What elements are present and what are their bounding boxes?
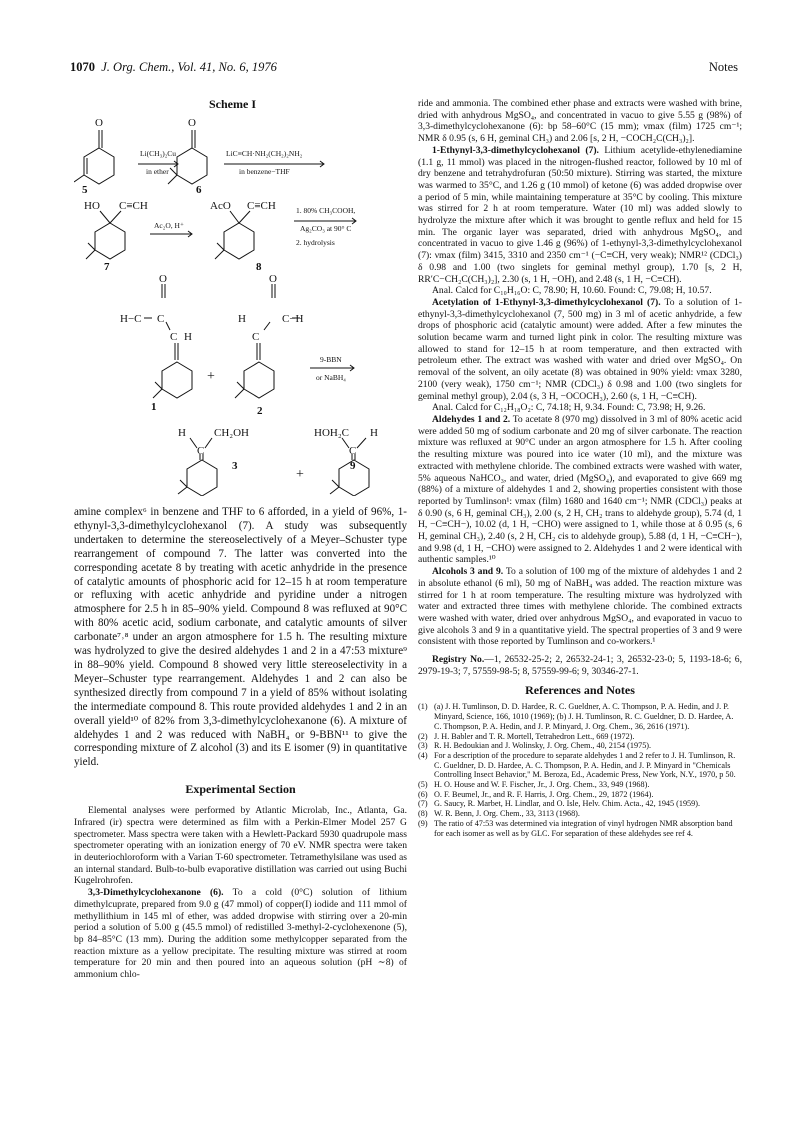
reference-item	[418, 741, 742, 751]
right-paragraph-6	[418, 414, 742, 566]
reference-list	[418, 702, 742, 838]
structure-7	[86, 211, 125, 259]
atom-c-2b: C	[252, 331, 260, 343]
structure-5	[74, 130, 114, 184]
reference-item	[418, 799, 742, 809]
atom-ho-7: HO	[84, 200, 100, 212]
journal-citation: J. Org. Chem., Vol. 41, No. 6, 1976	[101, 60, 277, 74]
reagent-4a: 1. 80% CH₃COOH,	[296, 206, 356, 215]
right-paragraph-4	[418, 297, 742, 402]
plus-2: +	[296, 467, 304, 482]
reagent-5-bottom: or NaBH₄	[316, 373, 346, 382]
atom-h-3: H	[178, 427, 186, 439]
reference-text: (a) J. H. Tumlinson, D. D. Hardee, R. C. Gueldner, A. C. Thompson, P. A. Hedin, and J. P. Minyard, Science, 166, 1010 (1969); (b) J. H. Tumlinson, R. C. Gueldner, D. D. Hardee, A. C. Thompson, P. A. Hedin, and J. P. Minyard, J. Org. Chem., 36, 2616 (1971).	[434, 702, 734, 731]
label-6: 6	[196, 184, 202, 196]
reference-number: (2)	[418, 731, 428, 741]
atom-h-2: H	[238, 313, 246, 325]
reference-number: (7)	[418, 799, 428, 809]
atom-c-3: C	[197, 445, 205, 457]
left-paragraph-1: amine complex⁶ in benzene and THF to 6 afforded, in a yield of 96%, 1-ethynyl-3,3-dimethylcyclohexanol (7). A study was subsequently undertaken to determine the stereoselectively of a Meyer–Schuster type rearrangement of compound 7. The latter was converted into the corresponding acetate 8 by treating with acetic anhydride in the presence of catalytic amounts of phosphoric acid for 12–15 h at room temperature or refluxing with acetic anhydride and pyridine under a nitrogen atmosphere for 2.5 h in 85–90% yield. Compound 8 was refluxed at 90°C with 80% acetic acid, sodium carbonate, and catalytic amounts of silver carbonate⁷˒⁸ under an argon atmosphere for 1.5 h. The resulting mixture was hydrolyzed to give the desired aldehydes 1 and 2 in a 47:53 mixture⁹ in 88–90% yield. Compound 8 showed very little stereoselectivity in a Meyer–Schuster type rearrangement. Aldehydes 1 and 2 can also be synthesized directly from compound 7 in a yield of 85% without isolating the intermediate compound 8. This route provided aldehydes 1 and 2 in an overall yield¹⁰ of 82% from 3,3-dimethylcyclohexanone (6). A mixture of aldehydes 1 and 2 was reduced with NaBH₄ or 9-BBN¹¹ to give the corresponding mixture of Z alcohol (3) and its E isomer (9) in quantitative yield.	[74, 506, 407, 769]
atom-c-1a: C	[157, 313, 165, 325]
right-paragraph-2	[418, 145, 742, 285]
section-name: Notes	[708, 60, 738, 74]
atom-cch-8: C≡CH	[247, 200, 276, 212]
atom-c-9: C	[349, 445, 357, 457]
aldehydes-heading: Aldehydes 1 and 2.	[432, 413, 511, 425]
reference-text: The ratio of 47:53 was determined via integration of vinyl hydrogen NMR absorption band for each isomer as well as by GLC. For separation of these aldehydes see ref 4.	[434, 818, 733, 838]
registry-text: —1, 26532-25-2; 2, 26532-24-1; 3, 26532-23-0; 5, 1193-18-6; 6, 2979-19-3; 7, 57559-98-5; 8, 57559-99-6; 9, 30346-27-1.	[418, 654, 743, 677]
experimental-paragraph-1: Elemental analyses were performed by Atlantic Microlab, Inc., Atlanta, Ga. Infrared (ir) spectra were determined as film with a Perkin-Elmer Model 257 G spectrometer. Mass spectra were taken with a Hewlett-Packard 5930 quadrupole mass spectrometer operating with an ionization energy of 70 eV. NMR spectra were taken in deuteriochloroform with a Varian T-60 spectrometer. Tetramethylsilane was used as an internal standard. Bulb-to-bulb evaporative distillation was carried out using Buchi Kugelrohrofen.	[74, 805, 407, 887]
reference-item	[418, 819, 742, 838]
alcohols-text: To a solution of 100 mg of the mixture of aldehydes 1 and 2 in absolute ethanol (6 ml), 50 mg of NaBH₄ was added. The reaction mixture was stirred for 1 h at room temperature. The resulting mixture was hydrolyzed with water and extracted three times with methylene chloride. The combined extracts were washed with water, dried over anhydrous MgSO₄, and evaporated in vacuo to give alcohols 3 and 9 in a quantitative yield. The spectral properties of 3 and 9 were consistent with those reported by Tumlinson and co-workers.¹	[418, 566, 743, 648]
right-column	[418, 98, 742, 838]
reference-number: (9)	[418, 818, 428, 828]
reference-item	[418, 751, 742, 780]
label-5: 5	[82, 184, 88, 196]
experimental-section-title: Experimental Section	[185, 782, 296, 797]
reference-number: (8)	[418, 809, 428, 819]
reference-text: R. H. Bedoukian and J. Wolinsky, J. Org. Chem., 40, 2154 (1975).	[434, 741, 652, 751]
analysis-7: Anal. Calcd for C₁₀H₁₆O: C, 78.90; H, 10.60. Found: C, 79.08; H, 10.57.	[432, 285, 712, 297]
reference-text: W. R. Benn, J. Org. Chem., 33, 3113 (1968).	[434, 809, 580, 819]
reference-text: For a description of the procedure to separate aldehydes 1 and 2 refer to J. H. Tumlinson, R. C. Gueldner, D. D. Hardee, A. C. Thompson, P. A. Hedin, and J. P. Minyard in "Chemicals Controlling Insect Behavior," M. Beroza, Ed., Academic Press, New York, N.Y., 1970, p 50.	[434, 750, 736, 780]
reagent-4b: Ag₂CO₃ at 90° C	[300, 224, 352, 233]
references-title: References and Notes	[525, 683, 635, 698]
atom-c-1b: C	[170, 331, 178, 343]
reference-number: (4)	[418, 750, 428, 760]
atom-o-1: O	[159, 273, 167, 285]
reagent-2-top: LiC≡CH·NH₂(CH₂)₂NH₂	[226, 149, 303, 158]
atom-hoh2c-9: HOH₂C	[314, 427, 350, 439]
label-7: 7	[104, 261, 110, 273]
reference-item	[418, 780, 742, 790]
scheme-label-row	[74, 460, 407, 506]
reagent-1-bottom: in ether	[146, 167, 169, 176]
right-paragraph-1: ride and ammonia. The combined ether phase and extracts were washed with brine, dried with anhydrous MgSO₄, and concentrated in vacuo to give 5.55 g (98%) of 3,3-dimethylcyclohexanone (6): bp 58–60°C (15 mm); νmax (film) 1725 cm⁻¹; NMR δ 0.95 (s, 6 H, geminal CH₃) and 2.06 [s, 2 H, −COCH₂C(CH₃)₂].	[418, 98, 742, 145]
compound-6-heading: 3,3-Dimethylcyclohexanone (6).	[88, 887, 224, 899]
reference-number: (6)	[418, 789, 428, 799]
header-left	[70, 60, 277, 75]
registry-heading: Registry No.	[432, 654, 485, 666]
atom-h-9: H	[370, 427, 378, 439]
aldehydes-text: To acetate 8 (970 mg) dissolved in 3 ml of 80% acetic acid were added 50 mg of sodium carbonate and 20 mg of silver carbonate. The reaction mixture was refluxed at 90°C under an argon atmosphere for 1.5 h. After cooling the resulting mixture was poured into ice water (10 ml), and the mixture was extracted with methylene chloride. The combined extracts were washed with water, 5% aqueous NaHCO₃, and water, dried (MgSO₄), and evaporated to give 669 mg (88%) of a mixture of aldehydes 1 and 2, showing properties consistent with those reported by Tumlinson¹: νmax (film) 1680 and 1640 cm⁻¹; NMR (CDCl₃) peaks at δ 0.90 (s, 6 H, geminal CH₃), 2.00 (s, 2 H, CH₂ trans to aldehyde group), 5.74 (d, 1 H, −C≡CH−), 10.02 (d, 1 H, −CHO) were assigned to 1, while those at δ 0.95 (s, 6 H, geminal CH₃), 2.40 (s, 2 H, CH₂ cis to aldehyde group), 5.88 (d, 1 H, −C≡CH−), and 9.98 (d, 1 H, −CHO) were assigned to 2. Aldehydes 1 and 2 were identical with authentic samples.¹⁰	[418, 413, 742, 566]
atom-h-1: H	[184, 331, 192, 343]
reference-text: G. Saucy, R. Marbet, H. Lindlar, and O. Isle, Helv. Chim. Acta., 42, 1945 (1959).	[434, 799, 701, 809]
atom-ch-2: C−H	[282, 313, 304, 325]
reagent-4c: 2. hydrolysis	[296, 238, 335, 247]
atom-hc-1: H−C	[120, 313, 142, 325]
structure-8	[215, 211, 254, 259]
reference-item	[418, 702, 742, 731]
scheme-figure	[74, 98, 407, 496]
reference-item	[418, 732, 742, 742]
label-8: 8	[256, 261, 262, 273]
compound-6-text: To a cold (0°C) solution of lithium dimethylcuprate, prepared from 9.0 g (47 mmol) of copper(I) iodide and 111 mmol of methyllithium in 145 ml of ether, was added dropwise with stirring over a 20-min period a solution of 5.00 g (45.5 mmol) of redistilled 3-methyl-2-cyclohexenone (5), bp 84–85°C (13 mm). During the addition some methylcopper separated from the reaction mixture as a yellow precipitate. The resulting mixture was stirred at room temperature for 20 min and then poured into an aqueous solution (pH ∼8) of ammonium chlo-	[74, 887, 407, 981]
label-9-text: 9	[350, 460, 356, 472]
reference-text: H. O. House and W. F. Fischer, Jr., J. Org. Chem., 33, 949 (1968).	[434, 780, 650, 790]
alcohols-heading: Alcohols 3 and 9.	[432, 566, 504, 578]
atom-o-2: O	[269, 273, 277, 285]
atom-o-6: O	[188, 117, 196, 129]
reagent-3: Ac₂O, H⁺	[154, 221, 184, 230]
experimental-paragraph-2	[74, 887, 407, 981]
reference-text: O. F. Beumel, Jr., and R. F. Harris, J. Org. Chem., 29, 1872 (1964).	[434, 789, 654, 799]
reference-text: J. H. Babler and T. R. Mortell, Tetrahedron Lett., 669 (1972).	[434, 731, 635, 741]
left-column	[74, 98, 407, 981]
page-number: 1070	[70, 60, 95, 74]
registry-numbers	[418, 654, 742, 677]
structure-2	[235, 284, 300, 398]
label-3-text: 3	[232, 460, 238, 472]
scheme-title: Scheme I	[209, 98, 256, 111]
reagent-1-top: Li(CH₃)₂Cu	[140, 149, 177, 158]
reference-number: (3)	[418, 741, 428, 751]
analysis-8: Anal. Calcd for C₁₂H₁₈O₂: C, 74.18; H, 9.34. Found: C, 73.98; H, 9.26.	[432, 402, 706, 414]
page-header	[70, 60, 738, 76]
scheme-svg	[74, 98, 407, 496]
compound-7-heading: 1-Ethynyl-3,3-dimethylcyclohexanol (7).	[432, 144, 599, 156]
compound-7-text: Lithium acetylide-ethylenediamine (1.1 g, 11 mmol) was placed in the nitrogen-flushed reactor, followed by 10 ml of dry benzene and tetrahydrofuran (50:50 mixture). Stirring was started, the mixture was warmed to 35°C, and 1.26 g (10 mmol) of ketone (6) was added dropwise over a period of 5 min, while maintaining temperature at 35°C by cooling. This mixture was stirred for 2 h at room temperature. Water (10 ml) was added slowly to hydrolyze the mixture after which it was brought to gentle reflux and held for 15 min. The organic layer was separated, dried with anhydrous MgSO₄, and concentrated in vacuo to give 1.46 g (96%) of 1-ethynyl-3,3-dimethylcyclohexanol (7): νmax (film) 3415, 3310 and 2350 cm⁻¹ (−C≡CH, very weak); NMR¹² (CDCl₃) δ 0.98 and 1.00 (two singlets for geminal methyl group), 1.70 [s, 2 H, RR′C−CH₂C(CH₃)₂], 2.30 (s, 1 H, −OH), and 2.48 (s, 1 H, −C≡CH).	[418, 144, 742, 285]
reagent-2-bottom: in benzene−THF	[239, 167, 290, 176]
reference-item	[418, 790, 742, 800]
label-1: 1	[151, 401, 157, 413]
reference-item	[418, 809, 742, 819]
reference-number: (1)	[418, 702, 428, 712]
atom-ch2oh-3: CH₂OH	[214, 427, 250, 439]
reagent-5-top: 9-BBN	[320, 355, 342, 364]
atom-aco-8: AcO	[210, 200, 231, 212]
atom-o-5: O	[95, 117, 103, 129]
acetylation-text: To a solution of 1-ethynyl-3,3-dimethylcyclohexanol (7, 500 mg) in 3 ml of acetic anhydride, a few drops of phosphoric acid (catalytic amount) were added. After a few minutes the solution became warm and turned light pink in color. The resulting mixture was allowed to stand for 12–15 h at room temperature, and then extracted with petroleum ether. The extract was washed with water and dried over MgSO₄. On removal of the solvent, an oily acetate (8) was obtained in 90% yield: νmax 3280, 2100 (very weak), 1750 cm⁻¹; NMR (CDCl₃) δ 0.98 and 1.00 (two singlets for geminal methyl group), 2.04 (s, 3 H, −OCOCH₃), 2.60 (s, 1 H, −C≡CH).	[418, 296, 742, 402]
plus-1: +	[207, 369, 215, 384]
right-paragraph-7	[418, 566, 742, 648]
label-2: 2	[257, 405, 263, 417]
acetylation-heading: Acetylation of 1-Ethynyl-3,3-dimethylcyclohexanol (7).	[432, 296, 661, 308]
reference-number: (5)	[418, 780, 428, 790]
atom-cch-7: C≡CH	[119, 200, 148, 212]
